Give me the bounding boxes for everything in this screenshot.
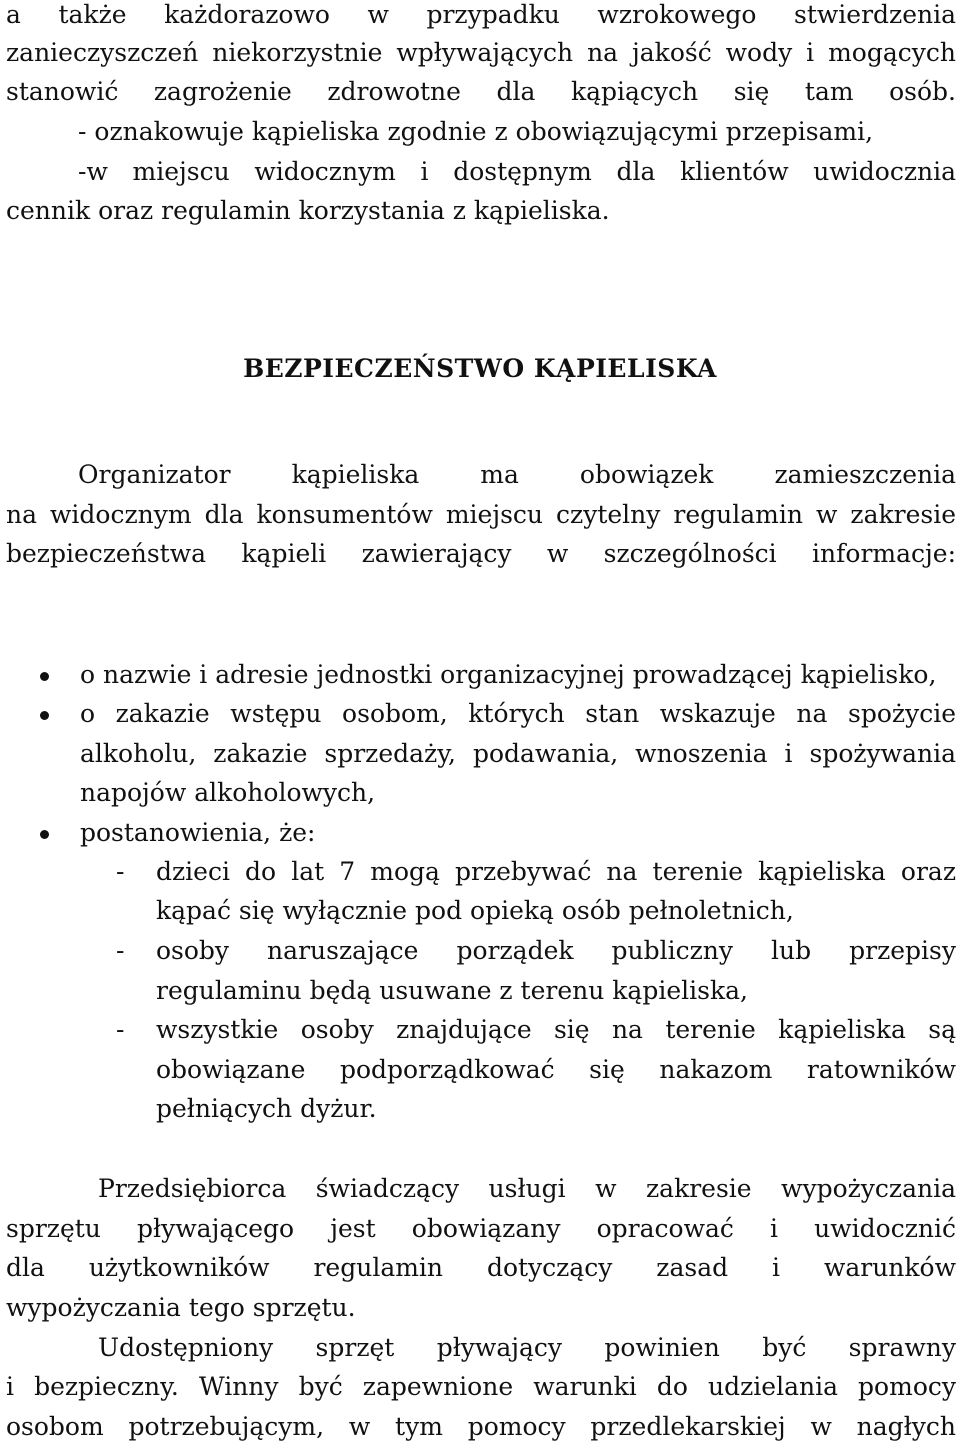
sub-item-line: osoby naruszające porządek publiczny lub przepisy [156, 936, 956, 965]
dash-marker: - [116, 857, 125, 886]
rental-line: dla użytkowników regulamin dotyczący zasad i warunków [6, 1253, 956, 1282]
intro-line: cennik oraz regulamin korzystania z kąpieliska. [6, 196, 610, 225]
rental-line: sprzętu pływającego jest obowiązany opracować i uwidocznić [6, 1214, 956, 1243]
equipment-line: i bezpieczny. Winny być zapewnione warunki do udzielania pomocy [6, 1372, 956, 1401]
bullet-line: alkoholu, zakazie sprzedaży, podawania, wnoszenia i spożywania [80, 739, 956, 768]
equipment-line: osobom potrzebującym, w tym pomocy przedlekarskiej w nagłych [6, 1412, 956, 1441]
bullet-dot-icon [40, 672, 49, 681]
bullet-dot-icon [40, 830, 49, 839]
rental-line: Przedsiębiorca świadczący usługi w zakresie wypożyczania [98, 1174, 956, 1203]
intro-line: -w miejscu widocznym i dostępnym dla klientów uwidocznia [78, 157, 956, 186]
equipment-line: Udostępniony sprzęt pływający powinien być sprawny [98, 1333, 956, 1362]
bullet-line: napojów alkoholowych, [80, 778, 376, 807]
dash-marker: - [116, 1015, 125, 1044]
intro-line: - oznakowuje kąpieliska zgodnie z obowiązującymi przepisami, [78, 117, 874, 146]
bullet-dot-icon [40, 711, 49, 720]
sub-item-line: wszystkie osoby znajdujące się na terenie kąpieliska są [156, 1015, 956, 1044]
intro-line: stanowić zagrożenie zdrowotne dla kąpiących się tam osób. [6, 77, 956, 106]
intro-line: a także każdorazowo w przypadku wzrokowego stwierdzenia [6, 0, 956, 29]
sub-item-line: obowiązane podporządkować się nakazom ratowników [156, 1055, 956, 1084]
organizer-line: Organizator kąpieliska ma obowiązek zamieszczenia [78, 460, 956, 489]
sub-item-line: dzieci do lat 7 mogą przebywać na terenie kąpieliska oraz [156, 857, 956, 886]
dash-marker: - [116, 936, 125, 965]
organizer-line: bezpieczeństwa kąpieli zawierający w szczególności informacje: [6, 539, 956, 568]
sub-item-line: pełniących dyżur. [156, 1094, 377, 1123]
rental-line: wypożyczania tego sprzętu. [6, 1293, 356, 1322]
bullet-line: o nazwie i adresie jednostki organizacyjnej prowadzącej kąpielisko, [80, 660, 937, 689]
section-heading: BEZPIECZEŃSTWO KĄPIELISKA [243, 354, 717, 383]
sub-item-line: kąpać się wyłącznie pod opieką osób pełnoletnich, [156, 896, 794, 925]
bullet-line: postanowienia, że: [80, 818, 316, 847]
bullet-line: o zakazie wstępu osobom, których stan wskazuje na spożycie [80, 699, 956, 728]
sub-item-line: regulaminu będą usuwane z terenu kąpieliska, [156, 976, 748, 1005]
organizer-line: na widocznym dla konsumentów miejscu czytelny regulamin w zakresie [6, 500, 956, 529]
intro-line: zanieczyszczeń niekorzystnie wpływających na jakość wody i mogących [6, 38, 956, 67]
